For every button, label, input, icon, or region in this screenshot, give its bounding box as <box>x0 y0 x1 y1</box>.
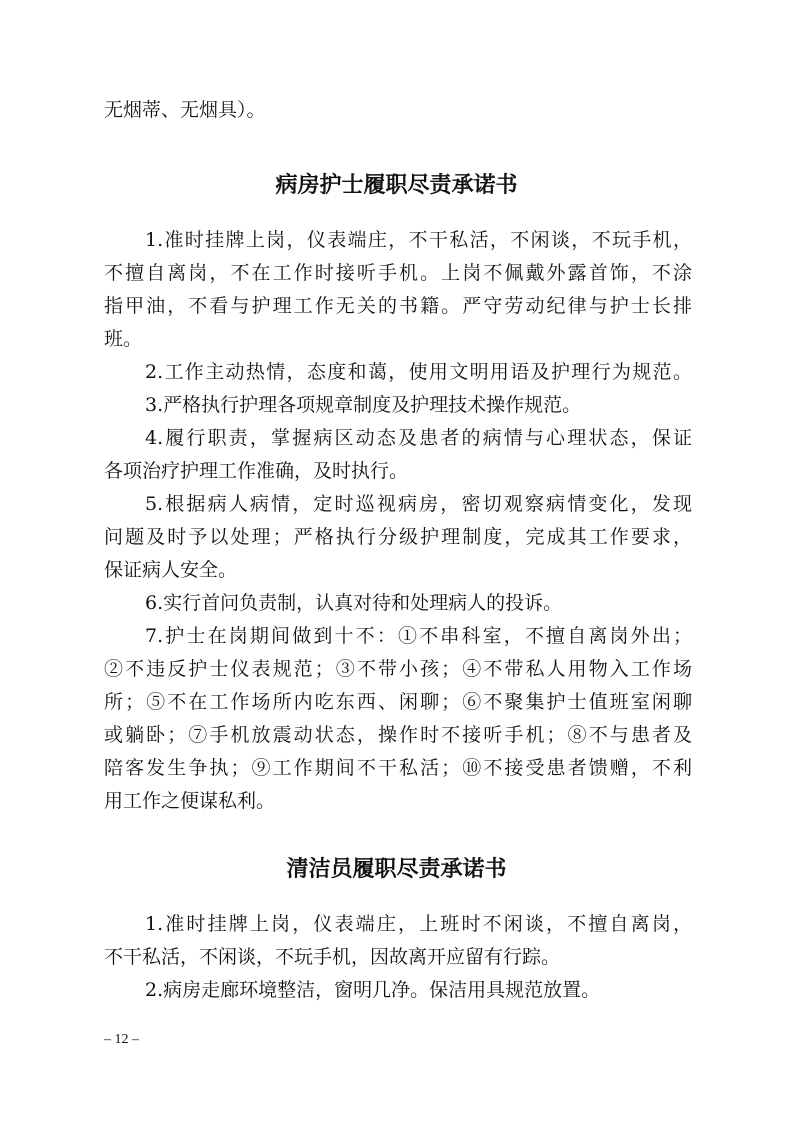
text-line: 3.严格执行护理各项规章制度及护理技术操作规范。 <box>145 394 582 416</box>
text-line: 或躺卧；⑦手机放震动状态，操作时不接听手机；⑧不与患者及 <box>104 724 692 746</box>
text-line: 1.准时挂牌上岗，仪表端庄，上班时不闲谈，不擅自离岗， <box>145 913 692 935</box>
text-line: 不干私活，不闲谈，不玩手机，因故离开应留有行踪。 <box>104 946 561 968</box>
text-line: 指甲油，不看与护理工作无关的书籍。严守劳动纪律与护士长排 <box>104 295 692 317</box>
text-line: 保证病人安全。 <box>104 559 238 581</box>
text-line: 问题及时予以处理；严格执行分级护理制度，完成其工作要求， <box>104 526 692 548</box>
text-line: 6.实行首问负责制，认真对待和处理病人的投诉。 <box>145 592 563 614</box>
text-line: 各项治疗护理工作准确，及时执行。 <box>104 460 409 482</box>
section-title-nurse: 病房护士履职尽责承诺书 <box>275 172 518 198</box>
page-number: – 12 – <box>104 1032 139 1047</box>
text-line: 7.护士在岗期间做到十不：①不串科室，不擅自离岗外出； <box>145 625 692 647</box>
text-line: 1.准时挂牌上岗，仪表端庄，不干私活，不闲谈，不玩手机， <box>145 229 692 251</box>
text-line: 2.病房走廊环境整洁，窗明几净。保洁用具规范放置。 <box>145 979 601 1001</box>
text-line: 5.根据病人病情，定时巡视病房，密切观察病情变化，发现 <box>145 493 692 515</box>
text-line: 班。 <box>104 328 143 350</box>
text-line: 陪客发生争执；⑨工作期间不干私活；⑩不接受患者馈赠，不利 <box>104 757 692 779</box>
text-line: 用工作之便谋私利。 <box>104 790 276 812</box>
text-line: 无烟蒂、无烟具）。 <box>104 99 266 121</box>
text-line: 4.履行职责，掌握病区动态及患者的病情与心理状态，保证 <box>145 427 692 449</box>
section-title-cleaner: 清洁员履职尽责承诺书 <box>286 856 507 882</box>
text-line: 2.工作主动热情，态度和蔼，使用文明用语及护理行为规范。 <box>145 361 692 383</box>
text-line: 所；⑤不在工作场所内吃东西、闲聊；⑥不聚集护士值班室闲聊 <box>104 691 692 713</box>
text-line: ②不违反护士仪表规范；③不带小孩；④不带私人用物入工作场 <box>104 658 692 680</box>
text-line: 不擅自离岗，不在工作时接听手机。上岗不佩戴外露首饰，不涂 <box>104 262 692 284</box>
